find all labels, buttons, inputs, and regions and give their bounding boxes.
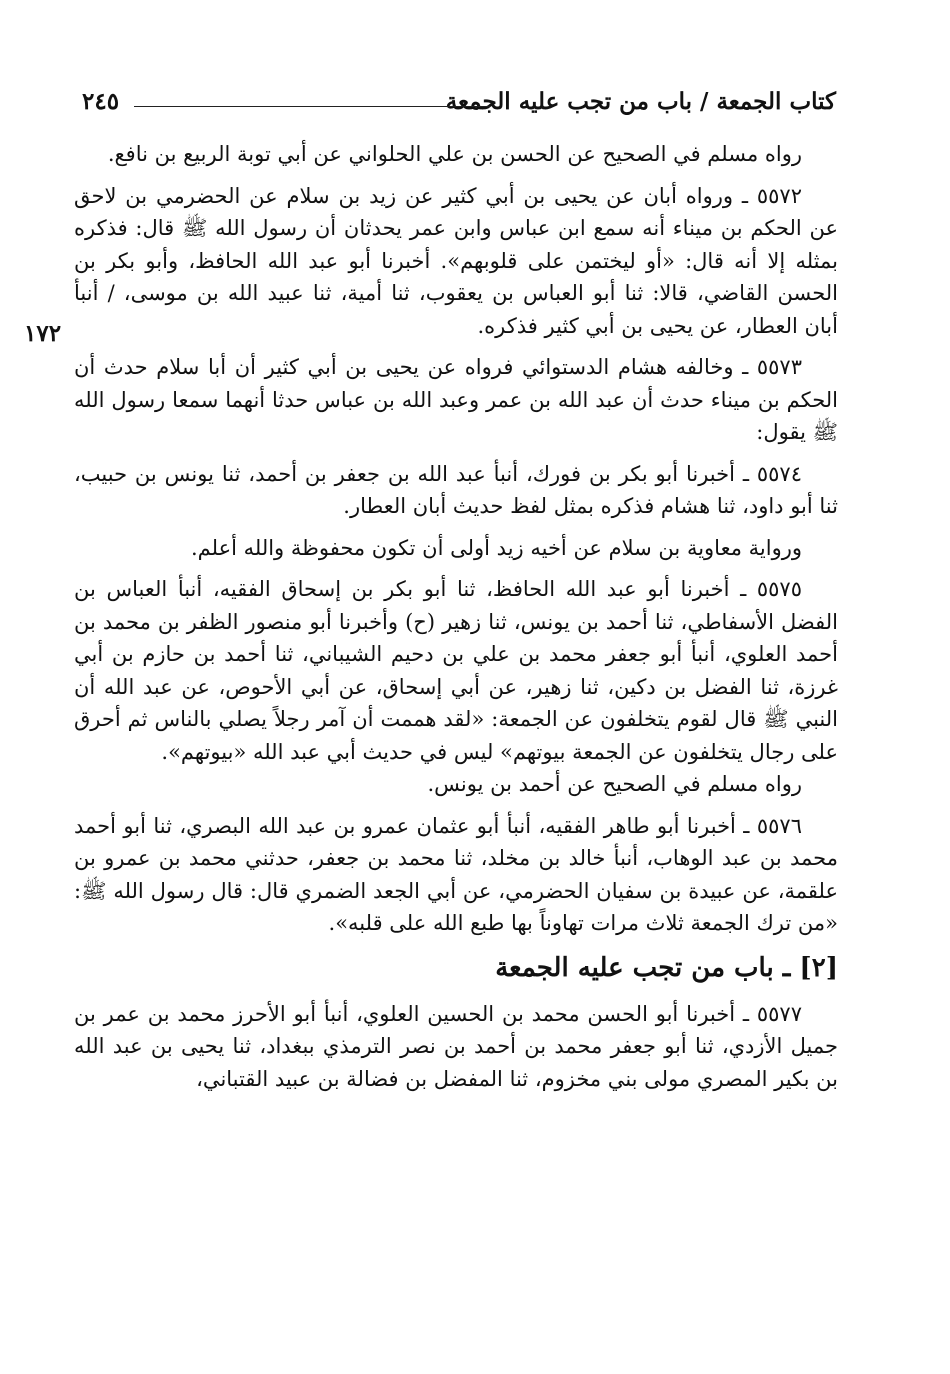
page-body bbox=[74, 138, 838, 1095]
hadith-5572: ٥٥٧٢ ـ ورواه أبان عن يحيى بن أبي كثير عن زيد بن سلام عن الحضرمي بن لاحق عن الحكم بن ميناء أنه سمع ابن عباس وابن عمر يحدثان أن رسول الله ﷺ قال: فذكره بمثله إلا أنه قال: «أو ليختمن على قلوبهم». أخبرنا أبو عبد الله الحافظ، وأبو بكر بن الحسن القاضي، قالا: ثنا أبو العباس بن يعقوب، ثنا أمية، ثنا عبيد الله بن موسى، / أنبأ أبان العطار، عن يحيى بن أبي كثير فذكره. bbox=[74, 183, 838, 338]
hadith-5573: ٥٥٧٣ ـ وخالفه هشام الدستوائي فرواه عن يحيى بن أبي كثير أن أبا سلام حدث أن الحكم بن ميناء حدث أن عبد الله بن عمر وعبد الله بن عباس حدثا أنهما سمعا رسول الله ﷺ يقول: bbox=[74, 355, 838, 444]
page-header bbox=[82, 84, 836, 128]
hadith-5574: ٥٥٧٤ ـ أخبرنا أبو بكر بن فورك، أنبأ عبد الله بن جعفر بن أحمد، ثنا يونس بن حبيب، ثنا أبو داود، ثنا هشام فذكره بمثل لفظ حديث أبان العطار. bbox=[74, 461, 838, 518]
page-number: ٢٤٥ bbox=[82, 88, 120, 115]
section-heading: [٢] ـ باب من تجب عليه الجمعة bbox=[495, 952, 838, 983]
hadith-5575: ٥٥٧٥ ـ أخبرنا أبو عبد الله الحافظ، ثنا أبو بكر بن إسحاق الفقيه، أنبأ العباس بن الفضل الأسفاطي، ثنا أحمد بن يونس، ثنا زهير (ح) وأخبرنا أبو منصور الظفر بن محمد بن أحمد العلوي، أنبأ أبو جعفر محمد بن علي بن دحيم الشيباني، ثنا أحمد بن حازم بن أبي غرزة، ثنا الفضل بن دكين، ثنا زهير، عن أبي إسحاق، عن أبي الأحوص، عن عبد الله أن النبي ﷺ قال لقوم يتخلفون عن الجمعة: «لقد هممت أن آمر رجلاً يصلي بالناس ثم أحرق على رجال يتخلفون عن الجمعة بيوتهم» ليس في حديث أبي عبد الله «بيوتهم». bbox=[74, 577, 838, 764]
paragraph: ورواية معاوية بن سلام عن أخيه زيد أولى أن تكون محفوظة والله أعلم. bbox=[190, 535, 802, 560]
hadith-5577: ٥٥٧٧ ـ أخبرنا أبو الحسن محمد بن الحسين العلوي، أنبأ أبو الأحرز محمد بن عمر بن جميل الأزدي، ثنا أبو جعفر محمد بن أحمد بن نصر الترمذي ببغداد، ثنا يحيى بن عبد الله بن بكير المصري مولى بني مخزوم، ثنا المفضل بن فضالة بن عبيد القتباني، bbox=[74, 1001, 838, 1091]
hadith-5576: ٥٥٧٦ ـ أخبرنا أبو طاهر الفقيه، أنبأ أبو عثمان عمرو بن عبد الله البصري، ثنا أبو أحمد محمد بن عبد الوهاب، أنبأ خالد بن مخلد، ثنا محمد بن جعفر، حدثني محمد بن عمرو بن علقمة، عن عبيدة بن سفيان الحضرمي، عن أبي الجعد الضمري قال: قال رسول الله ﷺ: «من ترك الجمعة ثلاث مرات تهاوناً بها طبع الله على قلبه». bbox=[74, 813, 838, 935]
paragraph: رواه مسلم في الصحيح عن أحمد بن يونس. bbox=[427, 772, 802, 796]
margin-page-marker: ١٧٢ bbox=[24, 320, 62, 347]
paragraph: رواه مسلم في الصحيح عن الحسن بن علي الحلواني عن أبي توبة الربيع بن نافع. bbox=[107, 142, 802, 166]
running-title: كتاب الجمعة / باب من تجب عليه الجمعة bbox=[445, 88, 836, 115]
header-rule bbox=[134, 106, 490, 107]
